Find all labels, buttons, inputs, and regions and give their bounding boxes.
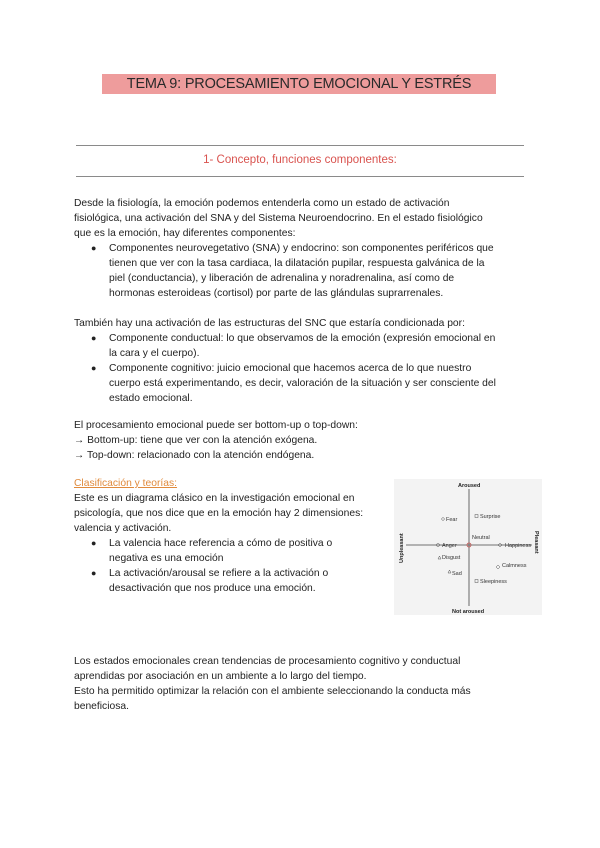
list-item-line: La valencia hace referencia a cómo de positiva o [109,538,333,549]
emotion-disgust: Disgust [442,555,461,561]
bullet-icon: ● [91,243,97,253]
list-item-line: tienen que ver con la tasa cardiaca, la dilatación pupilar, respuesta galvánica de la [109,258,485,269]
section-rule-top [76,145,524,146]
list-item-line: la cara y el cuerpo). [109,348,200,359]
list-item-line: negativa es una emoción [109,553,224,564]
section-rule-bottom [76,176,524,177]
list-item-line: Componentes neurovegetativo (SNA) y endocrino: son componentes periféricos que [109,243,494,254]
page-title: TEMA 9: PROCESAMIENTO EMOCIONAL Y ESTRÉS [102,74,496,94]
list-item-line: piel (conductancia), y liberación de adrenalina y noradrenalina, así como de [109,273,455,284]
sad-marker [448,570,451,573]
paragraph-line: → Top-down: relacionado con la atención endógena. [74,450,315,461]
paragraph-line: Desde la fisiología, la emoción podemos entenderla como un estado de activación [74,198,450,209]
pleasant-label: Pleasant [533,531,539,554]
emotion-fear: Fear [446,517,458,523]
emotion-happiness: Happiness [505,543,531,549]
emotion-sad: Sad [452,571,462,577]
paragraph-line: valencia y activación. [74,523,172,534]
paragraph-line: aprendidas por asociación en un ambiente a lo largo del tiempo. [74,671,367,682]
neutral-label: Neutral [472,535,490,541]
bullet-icon: ● [91,538,97,548]
emotion-sleepiness: Sleepiness [480,579,507,585]
bullet-icon: ● [91,568,97,578]
surprise-marker [475,515,478,518]
paragraph-line: que es la emoción, hay diferentes componentes: [74,228,296,239]
list-item-line: hormonas esteroideas (cortisol) por parte de las glándulas suprarrenales. [109,288,444,299]
emotion-calmness: Calmness [502,563,527,569]
section-heading: 1- Concepto, funciones componentes: [203,154,397,166]
list-item-line: cuerpo está experimentando, es decir, valoración de la situación y ser consciente del [109,378,496,389]
paragraph-line: El procesamiento emocional puede ser bottom-up o top-down: [74,420,358,431]
emotion-surprise: Surprise [480,514,501,520]
paragraph-line: Este es un diagrama clásico en la investigación emocional en [74,493,355,504]
list-item-line: La activación/arousal se refiere a la activación o [109,568,329,579]
list-item-line: estado emocional. [109,393,193,404]
list-item-line: Componente cognitivo: juicio emocional que hacemos acerca de lo que nuestro [109,363,472,374]
paragraph-line: Esto ha permitido optimizar la relación con el ambiente seleccionando la conducta más [74,686,471,697]
unpleasant-label: Unpleasant [399,533,405,563]
fear-marker [442,518,445,521]
paragraph-line: fisiológica, una activación del SNA y del Sistema Neuroendocrino. En el estado fisiológico [74,213,483,224]
emotion-anger: Anger [442,543,457,549]
bullet-icon: ● [91,363,97,373]
bullet-icon: ● [91,333,97,343]
subsection-heading: Clasificación y teorías: [74,478,178,489]
paragraph-line: También hay una activación de las estructuras del SNC que estaría condicionada por: [74,318,465,329]
aroused-label: Aroused [458,483,481,489]
paragraph-line: → Bottom-up: tiene que ver con la atención exógena. [74,435,318,446]
paragraph-line: psicología, que nos dice que en la emoción hay 2 dimensiones: [74,508,364,519]
calmness-marker [496,565,500,569]
diagram-svg [394,479,542,615]
paragraph-line: beneficiosa. [74,701,129,712]
sleepiness-marker [475,580,478,583]
paragraph-line: Los estados emocionales crean tendencias de procesamiento cognitivo y conductual [74,656,461,667]
list-item-line: Componente conductual: lo que observamos de la emoción (expresión emocional en [109,333,496,344]
disgust-marker [438,556,441,559]
emotion-circumplex-diagram [394,479,542,615]
list-item-line: desactivación que nos produce una emoción. [109,583,316,594]
not-aroused-label: Not aroused [452,609,485,615]
